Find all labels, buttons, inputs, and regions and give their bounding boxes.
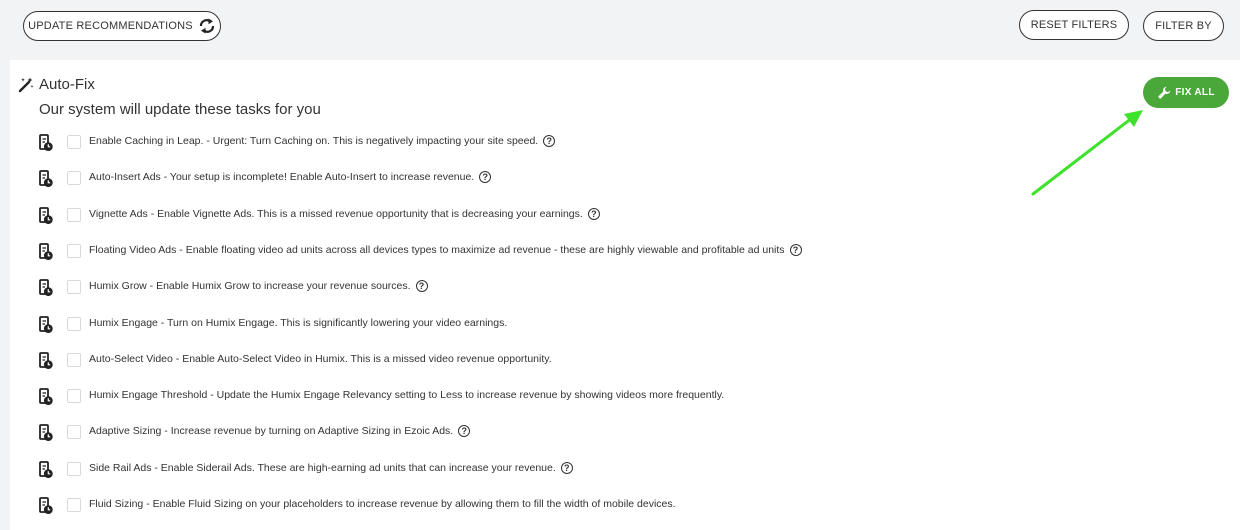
task-clock-icon	[39, 461, 53, 479]
task-text: Auto-Select Video - Enable Auto-Select Video in Humix. This is a missed video revenue opportunity.	[89, 353, 552, 365]
task-clock-icon	[39, 243, 53, 261]
task-checkbox[interactable]	[67, 135, 81, 149]
task-row	[10, 496, 1240, 516]
task-clock-icon	[39, 279, 53, 297]
help-circle-icon[interactable]: ?	[458, 425, 470, 437]
task-checkbox[interactable]	[67, 317, 81, 331]
task-description	[89, 389, 724, 401]
task-clock-icon	[39, 388, 53, 406]
help-circle-icon[interactable]: ?	[416, 280, 428, 292]
task-checkbox[interactable]	[67, 171, 81, 185]
auto-fix-panel	[10, 60, 1240, 530]
task-row	[10, 351, 1240, 371]
filter-by-button[interactable]	[1143, 11, 1224, 41]
task-row	[10, 133, 1240, 153]
task-text: Adaptive Sizing - Increase revenue by turning on Adaptive Sizing in Ezoic Ads.	[89, 425, 454, 437]
task-checkbox[interactable]	[67, 244, 81, 258]
task-row	[10, 206, 1240, 226]
task-description	[89, 135, 555, 147]
task-row	[10, 315, 1240, 335]
help-circle-icon[interactable]: ?	[588, 208, 600, 220]
task-text: Humix Grow - Enable Humix Grow to increase your revenue sources.	[89, 280, 411, 292]
task-text: Floating Video Ads - Enable floating video ad units across all devices types to maximize ad revenue - these are highly viewable and profitable ad units	[89, 244, 785, 256]
task-clock-icon	[39, 497, 53, 515]
task-text: Fluid Sizing - Enable Fluid Sizing on your placeholders to increase revenue by allowing them to fill the width of mobile devices.	[89, 498, 676, 510]
task-description	[89, 317, 507, 329]
task-description	[89, 425, 470, 437]
filter-by-label: FILTER BY	[1155, 20, 1212, 32]
fix-all-label: FIX ALL	[1175, 87, 1215, 98]
task-clock-icon	[39, 134, 53, 152]
task-row	[10, 423, 1240, 443]
task-description	[89, 208, 600, 220]
update-recommendations-label: UPDATE RECOMMENDATIONS	[28, 20, 193, 32]
task-row	[10, 169, 1240, 189]
task-checkbox[interactable]	[67, 389, 81, 403]
task-text: Vignette Ads - Enable Vignette Ads. This is a missed revenue opportunity that is decreasing your earnings.	[89, 208, 583, 220]
task-row	[10, 242, 1240, 262]
task-row	[10, 387, 1240, 407]
help-circle-icon[interactable]: ?	[543, 135, 555, 147]
task-checkbox[interactable]	[67, 353, 81, 367]
task-clock-icon	[39, 316, 53, 334]
help-circle-icon[interactable]: ?	[561, 462, 573, 474]
magic-wand-icon	[18, 77, 34, 93]
task-checkbox[interactable]	[67, 498, 81, 512]
section-title-text: Auto-Fix	[39, 76, 95, 93]
task-clock-icon	[39, 352, 53, 370]
task-description	[89, 171, 491, 183]
toolbar	[0, 0, 1240, 58]
task-clock-icon	[39, 207, 53, 225]
task-description	[89, 498, 676, 510]
reset-filters-label: RESET FILTERS	[1030, 19, 1118, 31]
task-checkbox[interactable]	[67, 280, 81, 294]
task-checkbox[interactable]	[67, 208, 81, 222]
task-text: Side Rail Ads - Enable Siderail Ads. These are high-earning ad units that can increase your revenue.	[89, 462, 556, 474]
task-checkbox[interactable]	[67, 462, 81, 476]
refresh-icon	[198, 18, 216, 34]
task-text: Auto-Insert Ads - Your setup is incomplete! Enable Auto-Insert to increase revenue.	[89, 171, 475, 183]
task-row	[10, 460, 1240, 480]
help-circle-icon[interactable]: ?	[479, 171, 491, 183]
wrench-icon	[1157, 86, 1171, 100]
task-text: Humix Engage - Turn on Humix Engage. This is significantly lowering your video earnings.	[89, 317, 508, 329]
update-recommendations-button[interactable]	[23, 11, 221, 41]
section-title	[18, 76, 95, 93]
task-clock-icon	[39, 424, 53, 442]
section-subtitle: Our system will update these tasks for you	[39, 101, 321, 118]
fix-all-button[interactable]	[1143, 77, 1229, 108]
task-description	[89, 244, 802, 256]
task-text: Humix Engage Threshold - Update the Humix Engage Relevancy setting to Less to increase revenue by showing videos more frequently.	[89, 389, 725, 401]
task-description	[89, 353, 552, 365]
task-text: Enable Caching in Leap. - Urgent: Turn Caching on. This is negatively impacting your site speed.	[89, 135, 539, 147]
task-clock-icon	[39, 170, 53, 188]
task-row	[10, 278, 1240, 298]
help-circle-icon[interactable]: ?	[790, 244, 802, 256]
task-checkbox[interactable]	[67, 425, 81, 439]
task-description	[89, 280, 428, 292]
task-description	[89, 462, 573, 474]
reset-filters-button[interactable]	[1019, 10, 1129, 40]
